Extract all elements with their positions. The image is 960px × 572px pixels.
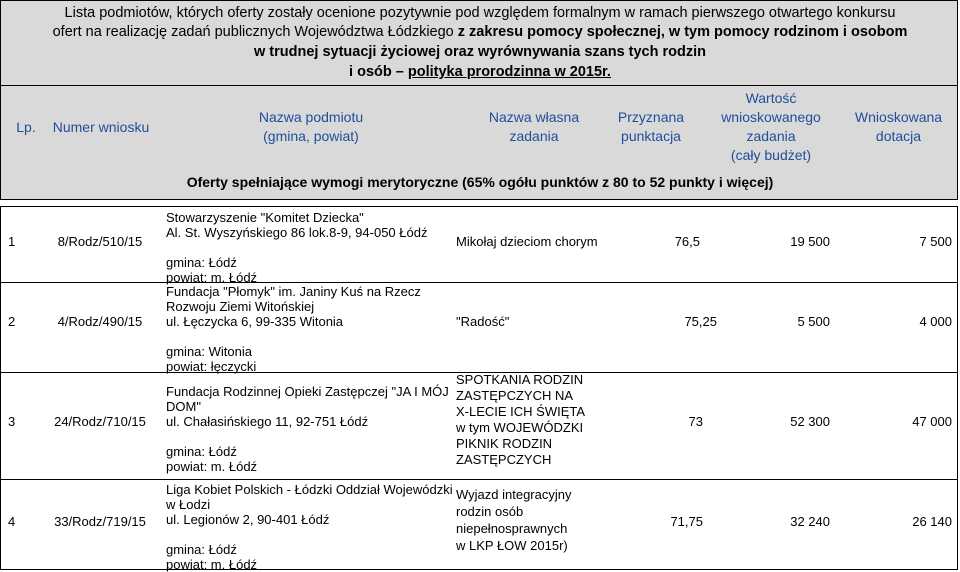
row-3-numer: 24/Rodz/710/15 [54, 414, 146, 429]
title-line-4 [1, 62, 959, 82]
title-line-2-normal: ofert na realizację zadań publicznych Województwa Łódzkiego [52, 24, 458, 40]
row-divider [0, 479, 958, 480]
criteria-row: Oferty spełniające wymogi merytoryczne (65% ogółu punktów z 80 to 52 punkty i więcej) [186, 174, 774, 190]
row-3-punktacja: 73 [688, 414, 703, 429]
data-table [0, 206, 958, 570]
row-divider [0, 206, 958, 207]
header-lp: Lp. [16, 118, 36, 135]
row-2-wartosc: 5 500 [797, 314, 830, 329]
row-1-dotacja: 7 500 [919, 234, 952, 249]
header-punktacja: Przyznana punktacja [617, 109, 685, 144]
row-4-dotacja: 26 140 [912, 514, 952, 529]
row-1-numer: 8/Rodz/510/15 [57, 234, 143, 249]
row-1-lp: 1 [8, 234, 16, 249]
row-3-org: Fundacja Rodzinnej Opieki Zastępczej "JA I MÓJ DOM" ul. Chałasińskiego 11, 92-751 Łódź gmina: Łódź powiat: m. Łódź [166, 384, 449, 474]
header-wartosc: Wartość wnioskowanego zadania (cały budżet) [721, 90, 821, 163]
row-4-numer: 33/Rodz/719/15 [54, 514, 146, 529]
row-1-org: Stowarzyszenie "Komitet Dziecka" Al. St. Wyszyńskiego 86 lok.8-9, 94-050 Łódź gmina: Łódź powiat: m. Łódź [166, 210, 428, 285]
row-2-org: Fundacja "Płomyk" im. Janiny Kuś na Rzecz Rozwoju Ziemi Witońskiej ul. Łęczycka 6, 99-335 Witonia gmina: Witonia powiat: łęczycki [166, 284, 421, 374]
row-3-zadanie: SPOTKANIA RODZIN ZASTĘPCZYCH NA X-LECIE ICH ŚWIĘTA w tym WOJEWÓDZKI PIKNIK RODZIN ZASTĘPCZYCH [456, 372, 586, 467]
header-nazwa-podmiotu: Nazwa podmiotu (gmina, powiat) [258, 109, 364, 144]
header-numer-wniosku: Numer wniosku [52, 118, 150, 135]
row-4-org: Liga Kobiet Polskich - Łódzki Oddział Wojewódzki w Łodzi ul. Legionów 2, 90-401 Łódź gmina: Łódź powiat: m. Łódź [166, 482, 453, 572]
row-2-punktacja: 75,25 [684, 314, 717, 329]
row-divider [0, 282, 958, 283]
row-1-wartosc: 19 500 [790, 234, 830, 249]
row-4-wartosc: 32 240 [790, 514, 830, 529]
title-line-1: Lista podmiotów, których oferty zostały ocenione pozytywnie pod względem formalnym w ramach pierwszego otwartego konkursu [64, 5, 896, 21]
row-2-zadanie: "Radość" [456, 314, 510, 329]
row-4-lp: 4 [8, 514, 16, 529]
row-4-zadanie: Wyjazd integracyjny rodzin osób niepełnosprawnych w LKP ŁOW 2015r) [456, 487, 572, 553]
title-line-4-b: polityka prorodzinna w 2015r. [407, 64, 611, 80]
row-2-lp: 2 [8, 314, 16, 329]
title-line-4-a: i osób – [349, 64, 408, 80]
row-3-dotacja: 47 000 [912, 414, 952, 429]
row-3-lp: 3 [8, 414, 16, 429]
header-dotacja: Wnioskowana dotacja [854, 109, 943, 144]
table-border-left [0, 206, 1, 570]
row-4-punktacja: 71,75 [670, 514, 703, 529]
table-header [0, 86, 958, 200]
row-2-dotacja: 4 000 [919, 314, 952, 329]
header-nazwa-zadania: Nazwa własna zadania [488, 109, 580, 144]
row-1-punktacja: 76,5 [674, 234, 700, 249]
title-line-3: w trudnej sytuacji życiowej oraz wyrównywania szans tych rodzin [253, 44, 707, 60]
row-2-numer: 4/Rodz/490/15 [57, 314, 143, 329]
title-block [0, 0, 958, 86]
row-1-zadanie: Mikołaj dzieciom chorym [456, 234, 598, 249]
table-border-right [957, 206, 958, 570]
title-line-2-bold: z zakresu pomocy społecznej, w tym pomocy rodzinom i osobom [457, 24, 908, 40]
row-3-wartosc: 52 300 [790, 414, 830, 429]
title-line-2 [1, 22, 959, 42]
